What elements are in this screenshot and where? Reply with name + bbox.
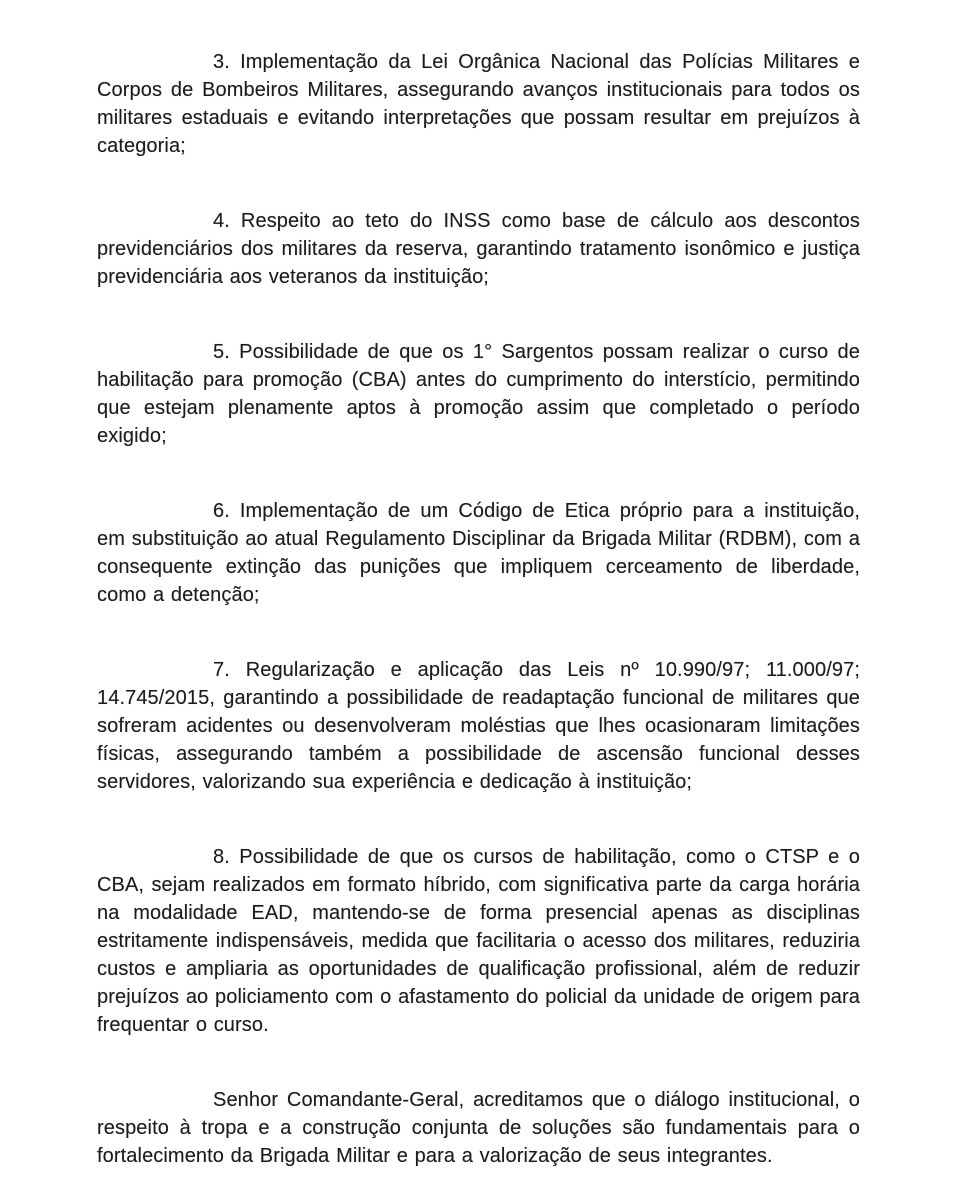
paragraph-item-8: 8. Possibilidade de que os cursos de habilitação, como o CTSP e o CBA, sejam realizados em formato híbrido, com significativa parte da carga horária na modalidade EAD, mantendo-se de forma presencial apenas as disciplinas estritamente indispensáveis, medida que facilitaria o acesso dos militares, reduziria custos e ampliaria as oportunidades de qualificação profissional, além de reduzir prejuízos ao policiamento com o afastamento do policial da unidade de origem para frequentar o curso.: [97, 846, 860, 1036]
paragraph-item-7: 7. Regularização e aplicação das Leis nº 10.990/97; 11.000/97; 14.745/2015, garantindo a possibilidade de readaptação funcional de militares que sofreram acidentes ou desenvolveram moléstias que lhes ocasionaram limitações físicas, assegurando também a possibilidade de ascensão funcional desses servidores, valorizando sua experiência e dedicação à instituição;: [97, 659, 860, 793]
paragraph-item-3: 3. Implementação da Lei Orgânica Nacional das Polícias Militares e Corpos de Bombeiros Militares, assegurando avanços institucionais para todos os militares estaduais e evitando interpretações que possam resultar em prejuízos à categoria;: [97, 51, 860, 157]
paragraph-item-5: 5. Possibilidade de que os 1° Sargentos possam realizar o curso de habilitação para promoção (CBA) antes do cumprimento do interstício, permitindo que estejam plenamente aptos à promoção assim que completado o período exigido;: [97, 341, 860, 447]
paragraph-item-6: 6. Implementação de um Código de Etica próprio para a instituição, em substituição ao atual Regulamento Disciplinar da Brigada Militar (RDBM), com a consequente extinção das punições que impliquem cerceamento de liberdade, como a detenção;: [97, 500, 860, 606]
paragraph-item-4: 4. Respeito ao teto do INSS como base de cálculo aos descontos previdenciários dos militares da reserva, garantindo tratamento isonômico e justiça previdenciária aos veteranos da instituição;: [97, 210, 860, 288]
closing-paragraph: Senhor Comandante-Geral, acreditamos que o diálogo institucional, o respeito à tropa e a construção conjunta de soluções são fundamentais para o fortalecimento da Brigada Militar e para a valorização de seus integrantes.: [97, 1089, 860, 1167]
